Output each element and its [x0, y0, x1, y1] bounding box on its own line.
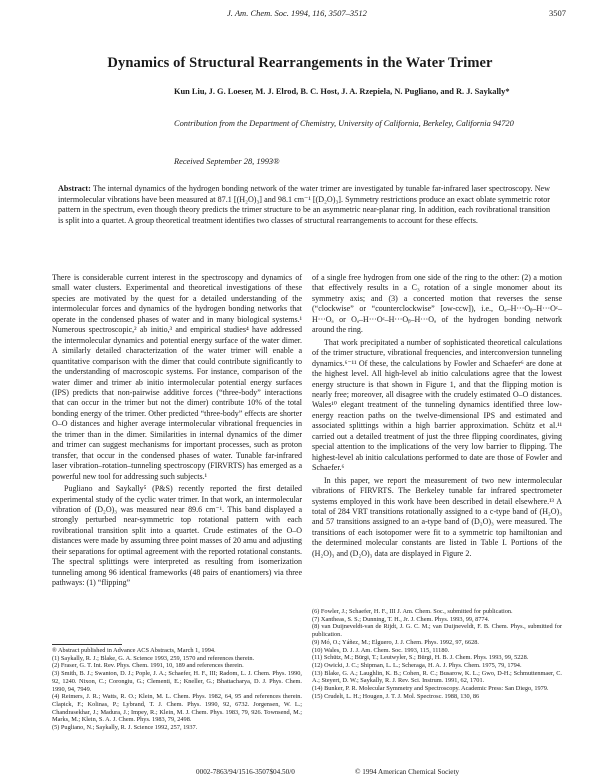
received-date: Received September 28, 1993® — [174, 157, 280, 166]
paragraph: In this paper, we report the measurement of two new intermolecular vibrations of FIRVRTS. The Berkeley tunable far infrared spectrometer systems employed in this work have been described in detail elsewhere.¹³ A total of 284 VRT transitions rotationally assigned to a c-type band of (H₂O)₃ and 57 transitions assigned to an a-type band of (D₂O)₃ were measured. The transitions of each isotopomer were fit to a symmetric top hamiltonian and the determined molecular constants are listed in Table I. Portions of the (H₂O)₃ and (D₂O)₃ data are displayed in Figure 2. — [312, 475, 562, 558]
footnote: (11) Schütz, M.; Bürgi, T.; Leutwyler, S.; Bürgi, H. B. J. Chem. Phys. 1993, 99, 5228. — [312, 654, 529, 662]
footnote: (6) Fowler, J.; Schaefer, H. F., III J. Am. Chem. Soc., submitted for publication. — [312, 608, 513, 615]
document-code: 0002-7863/94/1516-3507$04.50/0 — [196, 768, 295, 776]
body-column-left — [52, 273, 302, 589]
paragraph: That work precipitated a number of sophisticated theoretical calculations of the trimer structure, vibrational frequencies, and interconversion tunneling dynamics.⁶⁻¹¹ Of these, the calculations by Fowler and Schaefer⁶ are done at the highest level. All high-level ab initio calculations agree that the lowest energy structure is that shown in Figure 1, and that the flipping motion is nearly free; moreover, all disagree with the crudely estimated O–O distances. Wales¹⁰ elegant treatment of the tunneling dynamics identified three low-energy reaction paths on the twelve-dimensional IPS and estimated and associated splittings within a high barrier approximation. Schütz et al.¹¹ carried out a detailed treatment of just the three flipping coordinates, giving special attention to the implications of the very low barrier to flipping. The highest-level ab initio calculations performed to date are those of Fowler and Schaefer.⁶ — [312, 337, 562, 473]
affiliation: Contribution from the Department of Chemistry, University of California, Berkeley, California 94720 — [174, 119, 514, 128]
abstract-label: Abstract: — [58, 184, 91, 193]
paragraph: of a single free hydrogen from one side of the ring to the other: (2) a motion that effectively results in a C₃ rotation of a single monomer about its symmetry axis; and (3) a concerted motion that reverses the sense (“clockwise” or “counterclockwise” [ow-ccw]), i.e., Oₐ–H···Oᵦ–H···Oᶜ–H···Oₐ or Oₐ–H···Oᶜ–H···Oᵦ–H···Oₐ of the hydrogen bonding network around the ring. — [312, 273, 562, 335]
footnote: (8) van Duijneveldt-van de Rijdt, J. G. C. M.; van Duijneveldt, F. B. Chem. Phys., submitted for publication. — [312, 623, 562, 639]
page-number: 3507 — [549, 8, 566, 18]
footnote: (15) Crudelt, L. H.; Hougen, J. T. J. Mol. Spectrosc. 1988, 130, 86 — [312, 692, 480, 700]
footnote: (13) Blake, G. A.; Laughlin, K. B.; Cohen, R. C.; Busarow, K. L.; Gwo, D-H.; Schmuttenmaer, C. A.; Steyert, D. W.; Saykally, R. J. Rev. Sci. Instrum. 1991, 62, 1701. — [312, 669, 562, 685]
footnotes-right — [312, 608, 562, 700]
footnote: (12) Owicki, J. C.; Shipman, L. L.; Scheraga, H. A. J. Phys. Chem. 1975, 79, 1794. — [312, 661, 522, 669]
article-title: Dynamics of Structural Rearrangements in the Water Trimer — [107, 55, 493, 71]
footnote: (14) Bunker, P. R. Molecular Symmetry and Spectroscopy. Academic Press: San Diego, 1979. — [312, 685, 549, 693]
footnote-rule — [52, 644, 122, 645]
footnote: (9) Mó, O.; Yáñez, M.; Elguero, J. J. Chem. Phys. 1992, 97, 6628. — [312, 638, 479, 646]
footnote: ® Abstract published in Advance ACS Abstracts, March 1, 1994. — [52, 647, 216, 654]
journal-citation: J. Am. Chem. Soc. 1994, 116, 3507–3512 — [227, 8, 367, 18]
abstract-text: The internal dynamics of the hydrogen bonding network of the water trimer are investigated by tunable far-infrared laser spectroscopy. New intermolecular vibrations have been measured at 87.1 [(H₂O)₃] and 98.1 cm⁻¹ [(D₂O)₃]. Symmetry restrictions produce an exact oblate symmetric rotor pattern in the spectrum, even though theory predicts the trimer structure to be an asymmetric near-planar ring. In addition, each rovibrational transition is split into a quartet. A group theoretical treatment identifies two classes of structural rearrangements to account for these effects. — [58, 184, 550, 225]
footnote: (10) Wales, D. J. J. Am. Chem. Soc. 1993, 115, 11180. — [312, 646, 450, 654]
footnotes-left — [52, 640, 302, 732]
footnote: (1) Saykally, R. J.; Blake, G. A. Science 1993, 259, 1570 and references therein. — [52, 654, 255, 662]
footnote: (4) Reimers, J. R.; Watts, R. O.; Klein, M. L. Chem. Phys. 1982, 64, 95 and references therein. Clapick, F.; Kolinas, P.; Lybrand, T. J. Chem. Phys. 1990, 92, 6732. Jorgensen, W. L.; Chandrasekhar, J.; Madura, J.; Impey, R.; Klein, M. J. Chem. Phys. 1983, 79, 926. Townsend, M.; Marks, M.; Klein, S. A. J. Chem. Phys. 1983, 79, 2498. — [52, 693, 302, 724]
author-list: Kun Liu, J. G. Loeser, M. J. Elrod, B. C. Host, J. A. Rzepiela, N. Pugliano, and R. J. Saykally* — [174, 87, 510, 96]
copyright-notice: © 1994 American Chemical Society — [355, 768, 460, 776]
paragraph: There is considerable current interest in the spectroscopy and dynamics of small water clusters. Experimental and theoretical investigations of these species are motivated by the quest for a detailed understanding of the intermolecular forces and dynamics of the hydrogen bonding networks that operate in the condensed phases of water and in many biological systems.¹ Numerous spectroscopic,² ab initio,³ and empirical studies⁴ have addressed the intermolecular dynamics and potential energy surface of the water dimer. A similarly detailed characterization of the water trimer will enable a quantitative comparison with the dimer that could contribute significantly to the understanding of macroscopic systems. For instance, comparison of the water dimer and trimer ab initio intermolecular potential energy surfaces (IPS) predicts that non-pairwise additive forces (“three-body” interactions that can occur in the trimer but not the dimer) contribute 10% of the total bonding energy of the trimer. Other predicted “three-body” effects are shorter O–O distances and higher average intermolecular vibrational frequencies in the trimer than in the dimer. Similarities in internal dynamics of the dimer and trimer can suggest mechanisms for important processes, such as proton transfer, that occur in the condensed phases of water. Tunable far-infrared laser vibration–rotation–tunneling spectroscopy (FIRVRTS) has emerged as a powerful new tool for addressing such subjects.¹ — [52, 273, 302, 481]
footnote: (5) Pugliano, N.; Saykally, R. J. Science 1992, 257, 1937. — [52, 724, 198, 732]
footnote: (7) Xantheas, S. S.; Dunning, T. H., Jr. J. Chem. Phys. 1993, 99, 8774. — [312, 615, 490, 623]
body-column-right — [312, 273, 562, 559]
footnote: (2) Fraser, G. T. Int. Rev. Phys. Chem. 1991, 10, 189 and references therein. — [52, 662, 244, 670]
paragraph: Pugliano and Saykally⁵ (P&S) recently reported the first detailed experimental study of the cyclic water trimer. In that work, an intermolecular vibration of (D₂O)₃ was measured near 89.6 cm⁻¹. This band displayed a strongly perturbed near-symmetric top rotational pattern with each rovibrational transition split into a quartet. Crude estimates of the O–O distances were made by assuming three point masses of 20 amu and adjusting their separations for optimal agreement with the reported rotational constants. The spectral splittings were interpreted as resulting from isomerization tunneling among 96 identical frameworks (48 pairs of enantiomers) via three pathways: (1) “flipping” — [52, 484, 302, 588]
abstract — [58, 184, 550, 226]
footnote: (3) Smith, B. J.; Swanton, D. J.; Pople, J. A.; Schaefer, H. F., III; Radom, L. J. Chem. Phys. 1990, 92, 1240. Nixon, C.; Corongiu, G.; Clementi, E.; Kneller, G.; Bhattacharya, D. J. Phys. Chem. 1990, 94, 7949. — [52, 670, 302, 693]
